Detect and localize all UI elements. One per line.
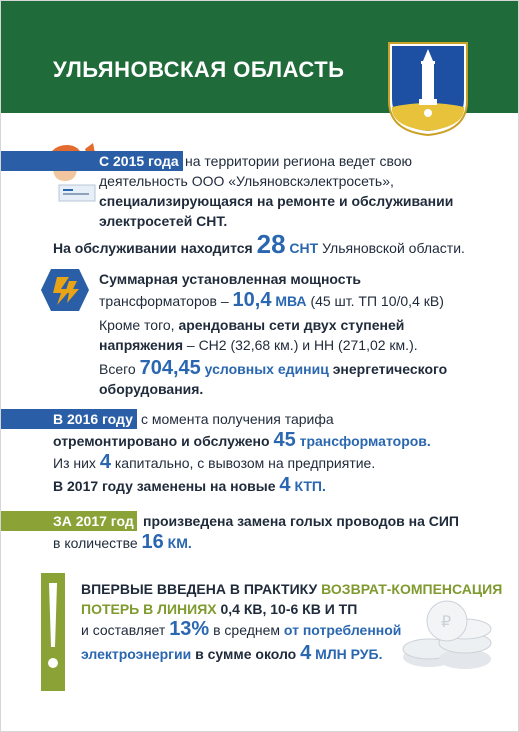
s2-line3	[99, 315, 404, 335]
s2-l2a: трансформаторов –	[99, 293, 229, 309]
s2-l4b: – СН2 (32,68 км.) и НН (271,02 км.).	[186, 337, 418, 353]
s3-l3b: капитально, с вывозом на предприятие.	[114, 455, 376, 471]
s5-l1b: ВОЗВРАТ-КОМПЕНСАЦИЯ	[321, 581, 503, 597]
exclamation-icon	[37, 573, 69, 691]
s2-l5a: Всего	[99, 361, 136, 377]
s2-l2u: МВА	[275, 293, 307, 309]
s1-line4: электросетей СНТ.	[99, 213, 228, 229]
s1-line5	[53, 229, 465, 263]
transformer-icon	[39, 267, 91, 313]
s3-line1: с момента получения тарифа	[141, 411, 334, 427]
svg-text:₽: ₽	[441, 614, 452, 631]
snt-count: 28	[256, 229, 286, 259]
ktp-count: 4	[279, 474, 291, 496]
s5-line1	[81, 579, 502, 599]
repaired-count: 45	[273, 429, 296, 451]
s4-l2u: КМ.	[167, 535, 192, 551]
s2-line1: Суммарная установленная мощность	[99, 271, 362, 287]
s3-l3a: Из них	[53, 455, 96, 471]
s2-line4	[99, 335, 418, 355]
s1-l5u: СНТ	[289, 240, 319, 256]
s4-line1: произведена замена голых проводов на СИП	[143, 513, 459, 529]
s5-l4b: в сумме около	[195, 646, 297, 662]
s5-l2a: ПОТЕРЬ В ЛИНИЯХ	[81, 601, 217, 617]
units-value: 704,45	[139, 357, 201, 379]
s2-l5u: условных единиц	[204, 361, 329, 377]
s3-l4u: КТП.	[294, 478, 326, 494]
coat-of-arms-icon	[387, 41, 469, 137]
s5-line4	[81, 639, 382, 668]
s5-l3b: в среднем	[213, 622, 281, 638]
section-2016-tag: В 2016 году	[53, 411, 133, 427]
capital-count: 4	[99, 451, 111, 473]
s2-l3b: арендованы сети двух ступеней	[178, 317, 405, 333]
s1-line1: на территории региона ведет свою	[185, 153, 413, 169]
section-2015-tag: С 2015 года	[99, 153, 179, 169]
s5-l1a: ВПЕРВЫЕ ВВЕДЕНА В ПРАКТИКУ	[81, 581, 318, 597]
s2-l2b: (45 шт. ТП 10/0,4 кВ)	[310, 293, 444, 309]
s5-l2b: 0,4 КВ, 10-6 КВ И ТП	[220, 601, 358, 617]
s2-l3a: Кроме того,	[99, 317, 175, 333]
s5-l4a: электроэнергии	[81, 646, 192, 662]
page-title: УЛЬЯНОВСКАЯ ОБЛАСТЬ	[53, 57, 345, 82]
power-value: 10,4	[232, 289, 272, 311]
s1-l5b: Ульяновской области.	[322, 240, 465, 256]
s1-line3: специализирующаяся на ремонте и обслуживании	[99, 193, 454, 209]
s2-line6: оборудования.	[99, 381, 204, 397]
compensation-percent: 13%	[169, 618, 210, 640]
s3-l4a: В 2017 году заменены на новые	[53, 478, 276, 494]
compensation-amount: 4	[300, 642, 312, 664]
s3-l2u: трансформаторов.	[299, 433, 431, 449]
s2-line2	[99, 285, 444, 316]
s1-l5a: На обслуживании находится	[53, 240, 253, 256]
s4-l2a: в количестве	[53, 535, 138, 551]
s5-l3c: от потребленной	[283, 622, 402, 638]
s1-line2: деятельность ООО «Ульяновскэлектросеть»,	[99, 173, 394, 189]
s3-l2a: отремонтировано и обслужено	[53, 433, 270, 449]
section-2017-tag: ЗА 2017 год	[53, 513, 134, 529]
s2-l4a: напряжения	[99, 337, 183, 353]
sip-length: 16	[141, 531, 164, 553]
s3-line4	[53, 471, 326, 500]
coins-icon	[399, 599, 495, 673]
s4-line2	[53, 527, 192, 558]
s2-l5b: энергетического	[332, 361, 448, 377]
s5-l3a: и составляет	[81, 622, 166, 638]
s5-l4u: МЛН РУБ.	[315, 646, 383, 662]
